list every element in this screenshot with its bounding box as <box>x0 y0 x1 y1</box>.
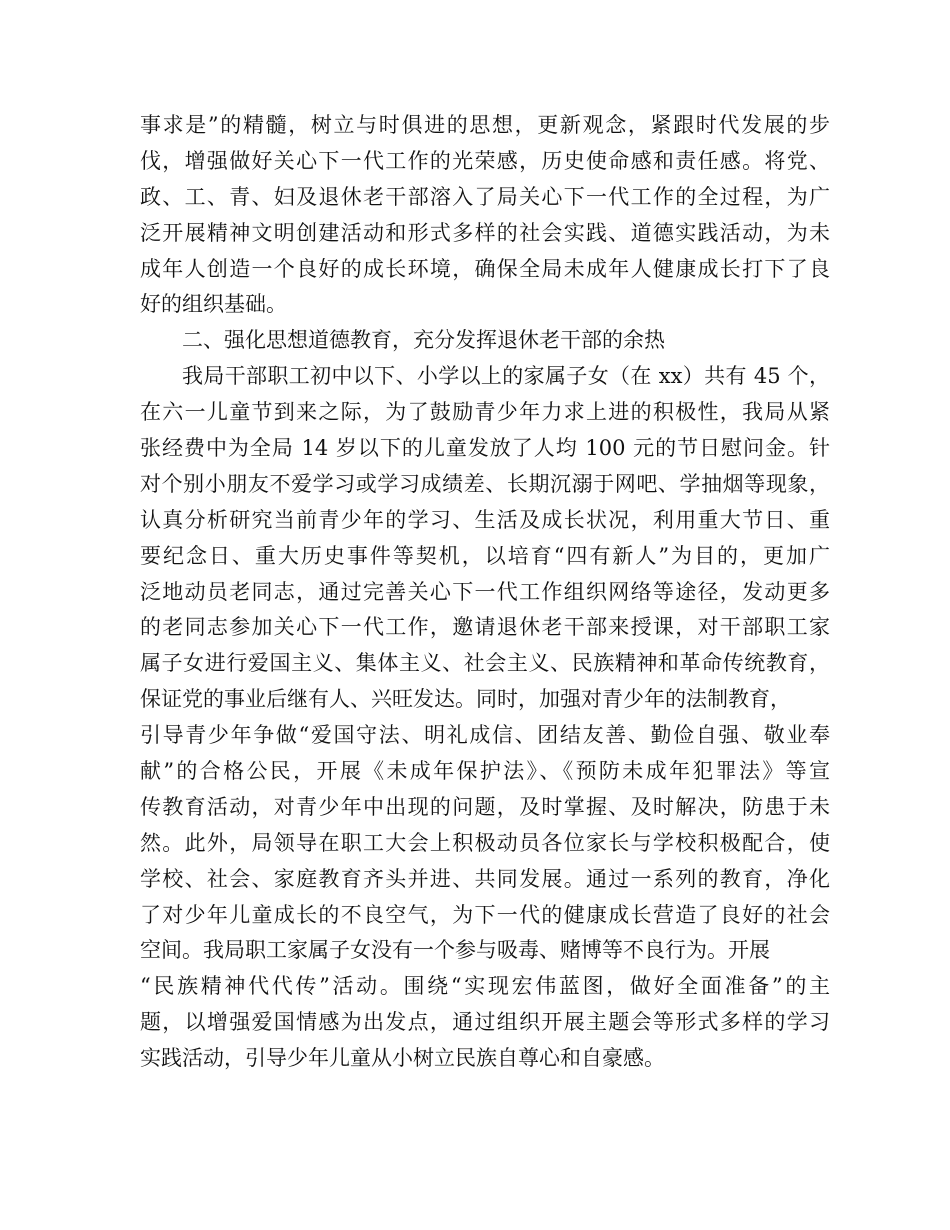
paragraph-line: 事求是”的精髓，树立与时俱进的思想，更新观念，紧跟时代发展的步 <box>140 113 830 137</box>
paragraph-line: 成年人创造一个良好的成长环境，确保全局未成年人健康成长打下了良 <box>140 256 830 281</box>
paragraph-line: 我局干部职工初中以下、小学以上的家属子女（在 xx）共有 45 个， <box>182 364 830 389</box>
paragraph-line: 的老同志参加关心下一代工作，邀请退休老干部来授课，对干部职工家 <box>140 615 830 640</box>
paragraph-line: 题，以增强爱国情感为出发点，通过组织开展主题会等形式多样的学习 <box>140 1010 830 1035</box>
paragraph-line: 献”的合格公民，开展《未成年保护法》、《预防未成年犯罪法》等宣 <box>140 759 830 784</box>
paragraph-line: 实践活动，引导少年儿童从小树立民族自尊心和自豪感。 <box>140 1046 665 1071</box>
paragraph-line: 认真分析研究当前青少年的学习、生活及成长状况，利用重大节日、重 <box>140 507 830 532</box>
paragraph-line: 保证党的事业后继有人、兴旺发达。同时，加强对青少年的法制教育， <box>140 687 791 712</box>
paragraph-line: 要纪念日、重大历史事件等契机，以培育“四有新人”为目的，更加广 <box>140 543 830 568</box>
paragraph-line: 好的组织基础。 <box>140 292 287 317</box>
paragraph-line: 张经费中为全局 14 岁以下的儿童发放了人均 100 元的节日慰问金。针 <box>140 436 830 461</box>
paragraph-line: 泛地动员老同志，通过完善关心下一代工作组织网络等途径，发动更多 <box>140 579 830 604</box>
paragraph-line: 引导青少年争做“爱国守法、明礼成信、团结友善、勤俭自强、敬业奉 <box>140 723 830 748</box>
paragraph-line: “民族精神代代传”活动。围绕“实现宏伟蓝图，做好全面准备”的主 <box>140 974 830 999</box>
paragraph-line: 传教育活动，对青少年中出现的问题，及时掌握、及时解决，防患于未 <box>140 794 830 819</box>
section-heading: 二、强化思想道德教育，充分发挥退休老干部的余热 <box>182 328 665 353</box>
paragraph-line: 政、工、青、妇及退休老干部溶入了局关心下一代工作的全过程，为广 <box>140 184 830 209</box>
paragraph-line: 泛开展精神文明创建活动和形式多样的社会实践、道德实践活动，为未 <box>140 220 830 245</box>
paragraph-line: 然。此外，局领导在职工大会上积极动员各位家长与学校积极配合，使 <box>140 830 830 855</box>
document-body <box>140 108 830 1077</box>
paragraph-line: 在六一儿童节到来之际，为了鼓励青少年力求上进的积极性，我局从紧 <box>140 400 830 425</box>
paragraph-line: 了对少年儿童成长的不良空气，为下一代的健康成长营造了良好的社会 <box>140 902 830 927</box>
paragraph-line: 对个别小朋友不爱学习或学习成绩差、长期沉溺于网吧、学抽烟等现象， <box>140 471 830 496</box>
paragraph-line: 属子女进行爱国主义、集体主义、社会主义、民族精神和革命传统教育， <box>140 651 830 676</box>
paragraph-line: 学校、社会、家庭教育齐头并进、共同发展。通过一系列的教育，净化 <box>140 866 830 891</box>
paragraph-line: 伐，增强做好关心下一代工作的光荣感，历史使命感和责任感。将党、 <box>140 148 830 173</box>
paragraph-line: 空间。我局职工家属子女没有一个参与吸毒、赌博等不良行为。开展 <box>140 938 770 963</box>
